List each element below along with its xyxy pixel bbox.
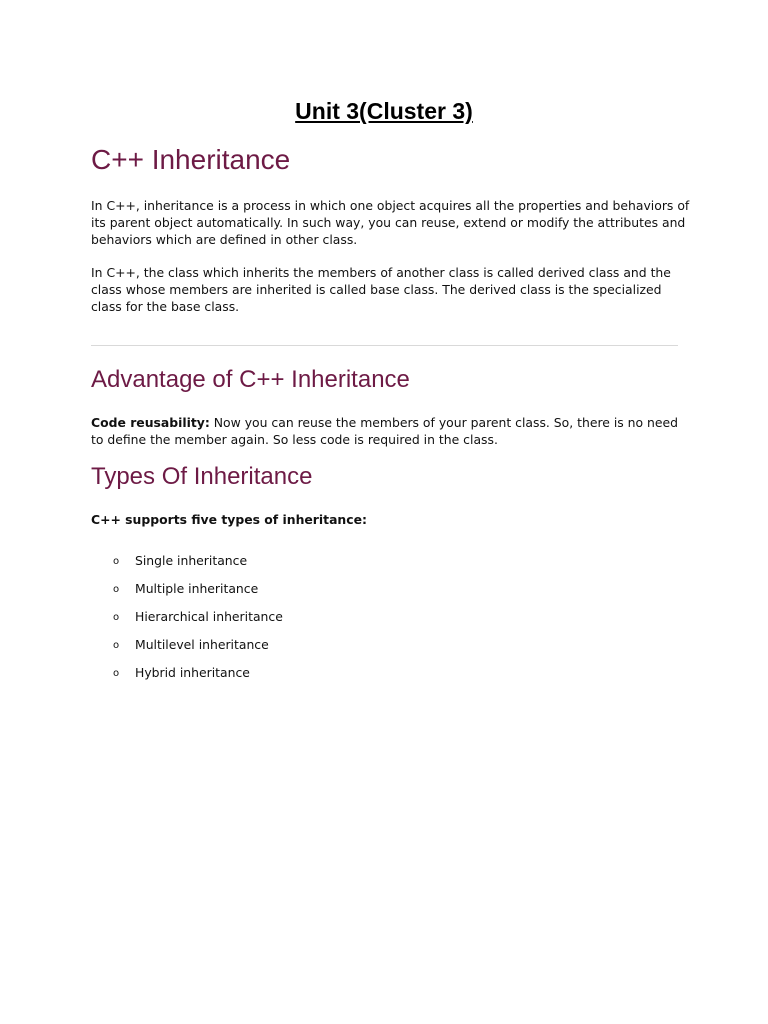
- list-item-label: Hybrid inheritance: [135, 665, 250, 680]
- heading-advantage: Advantage of C++ Inheritance: [91, 366, 410, 393]
- bullet-icon: o: [113, 612, 120, 623]
- types-intro: C++ supports five types of inheritance:: [91, 512, 367, 527]
- list-item-label: Multiple inheritance: [135, 581, 259, 596]
- advantage-paragraph: [91, 414, 691, 448]
- intro-paragraph-1: In C++, inheritance is a process in which one object acquires all the properties and behaviors of its parent object automatically. In such way, you can reuse, extend or modify the attributes and behaviors which are defined in other class.: [91, 198, 690, 247]
- advantage-lead: Code reusability:: [91, 415, 210, 430]
- heading-types: Types Of Inheritance: [91, 463, 313, 490]
- list-item: [91, 635, 283, 663]
- list-item: [91, 579, 283, 607]
- bullet-icon: o: [113, 584, 120, 595]
- section-divider: [91, 345, 678, 346]
- list-item-label: Hierarchical inheritance: [135, 609, 283, 624]
- heading-cpp-inheritance: C++ Inheritance: [91, 144, 291, 175]
- unit-title: Unit 3(Cluster 3): [295, 98, 473, 124]
- bullet-icon: o: [113, 668, 120, 679]
- list-item: [91, 551, 283, 579]
- intro-paragraph-2: In C++, the class which inherits the members of another class is called derived class and the class whose members are inherited is called base class. The derived class is the specialized class for the base class.: [91, 265, 671, 314]
- list-item: [91, 607, 283, 635]
- bullet-icon: o: [113, 640, 120, 651]
- advantage-text: Now you can reuse the members of your parent class. So, there is no need to define the member again. So less code is required in the class.: [91, 415, 679, 447]
- types-list: [91, 551, 283, 691]
- list-item-label: Multilevel inheritance: [135, 637, 269, 652]
- bullet-icon: o: [113, 556, 120, 567]
- list-item-label: Single inheritance: [135, 553, 248, 568]
- list-item: [91, 663, 283, 691]
